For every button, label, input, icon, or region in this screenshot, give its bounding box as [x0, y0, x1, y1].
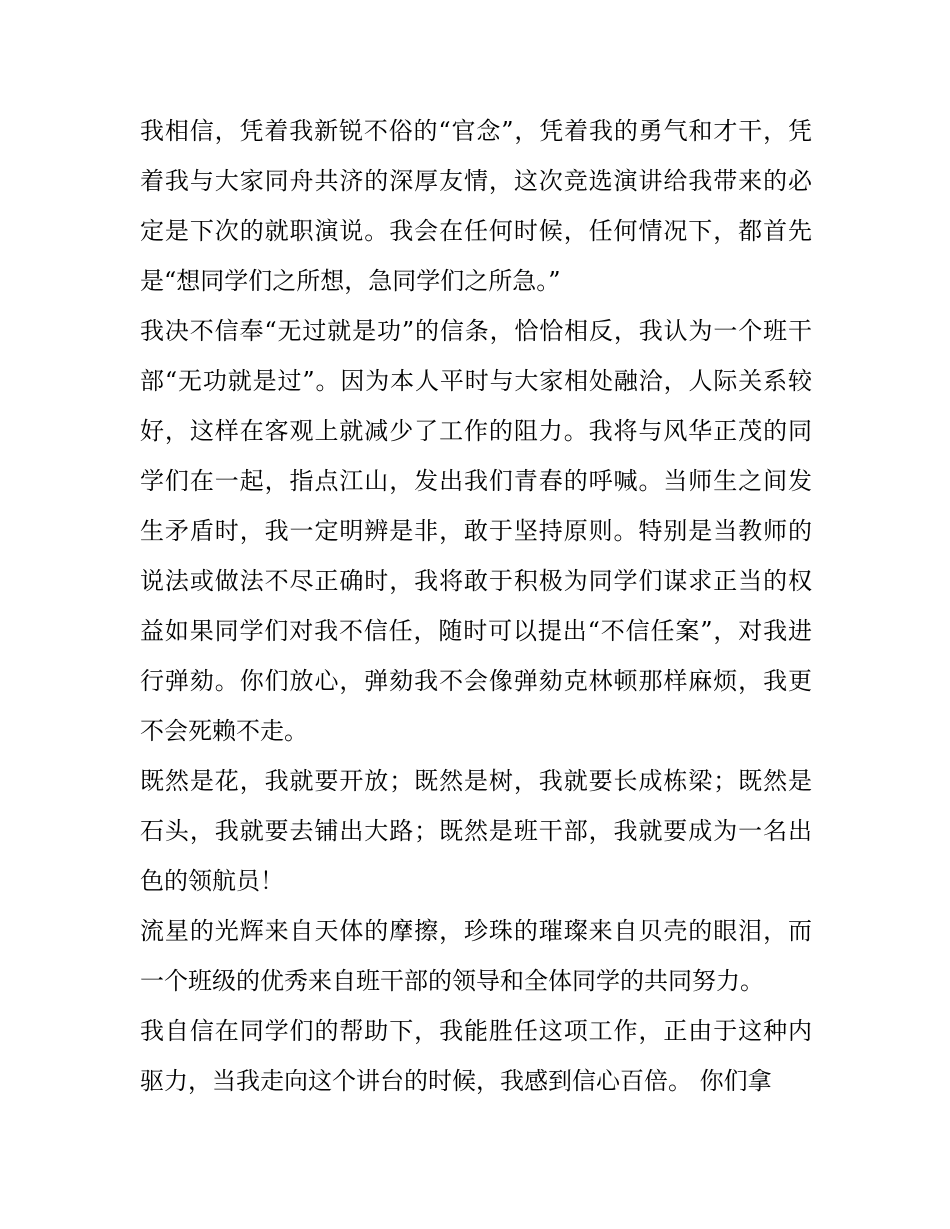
text-line: 是“想同学们之所想，急同学们之所急。” [140, 267, 561, 295]
paragraph-4 [140, 906, 812, 1006]
text-line: 好，这样在客观上就减少了工作的阻力。我将与风华正茂的同 [140, 417, 812, 445]
text-line: 我决不信奉“无过就是功”的信条，恰恰相反，我认为一个班干 [140, 317, 812, 345]
text-line: 流星的光辉来自天体的摩擦，珍珠的璀璨来自贝壳的眼泪，而 [140, 917, 812, 945]
text-line: 既然是花，我就要开放；既然是树，我就要长成栋梁；既然是 [140, 767, 812, 795]
text-line: 益如果同学们对我不信任，随时可以提出“不信任案”，对我进 [140, 617, 812, 645]
text-line: 驱力，当我走向这个讲台的时候，我感到信心百倍。 你们拿 [140, 1067, 772, 1095]
text-line: 不会死赖不走。 [140, 717, 308, 745]
paragraph-1 [140, 106, 812, 306]
text-line: 石头，我就要去铺出大路；既然是班干部，我就要成为一名出 [140, 817, 812, 845]
document-body [140, 106, 812, 1106]
text-line: 定是下次的就职演说。我会在任何时候，任何情况下，都首先 [140, 217, 812, 245]
text-line: 学们在一起，指点江山，发出我们青春的呼喊。当师生之间发 [140, 467, 812, 495]
text-line: 行弹劾。你们放心，弹劾我不会像弹劾克林顿那样麻烦，我更 [140, 667, 812, 695]
text-line: 说法或做法不尽正确时，我将敢于积极为同学们谋求正当的权 [140, 567, 812, 595]
text-line: 一个班级的优秀来自班干部的领导和全体同学的共同努力。 [140, 967, 764, 995]
paragraph-3 [140, 756, 812, 906]
paragraph-2 [140, 306, 812, 756]
text-line: 我相信，凭着我新锐不俗的“官念”，凭着我的勇气和才干，凭 [140, 117, 812, 145]
text-line: 生矛盾时，我一定明辨是非，敢于坚持原则。特别是当教师的 [140, 517, 812, 545]
text-line: 色的领航员！ [140, 867, 284, 895]
text-line: 我自信在同学们的帮助下，我能胜任这项工作，正由于这种内 [140, 1017, 812, 1045]
text-line: 部“无功就是过”。因为本人平时与大家相处融洽，人际关系较 [140, 367, 812, 395]
paragraph-5 [140, 1006, 812, 1106]
text-line: 着我与大家同舟共济的深厚友情，这次竞选演讲给我带来的必 [140, 167, 812, 195]
